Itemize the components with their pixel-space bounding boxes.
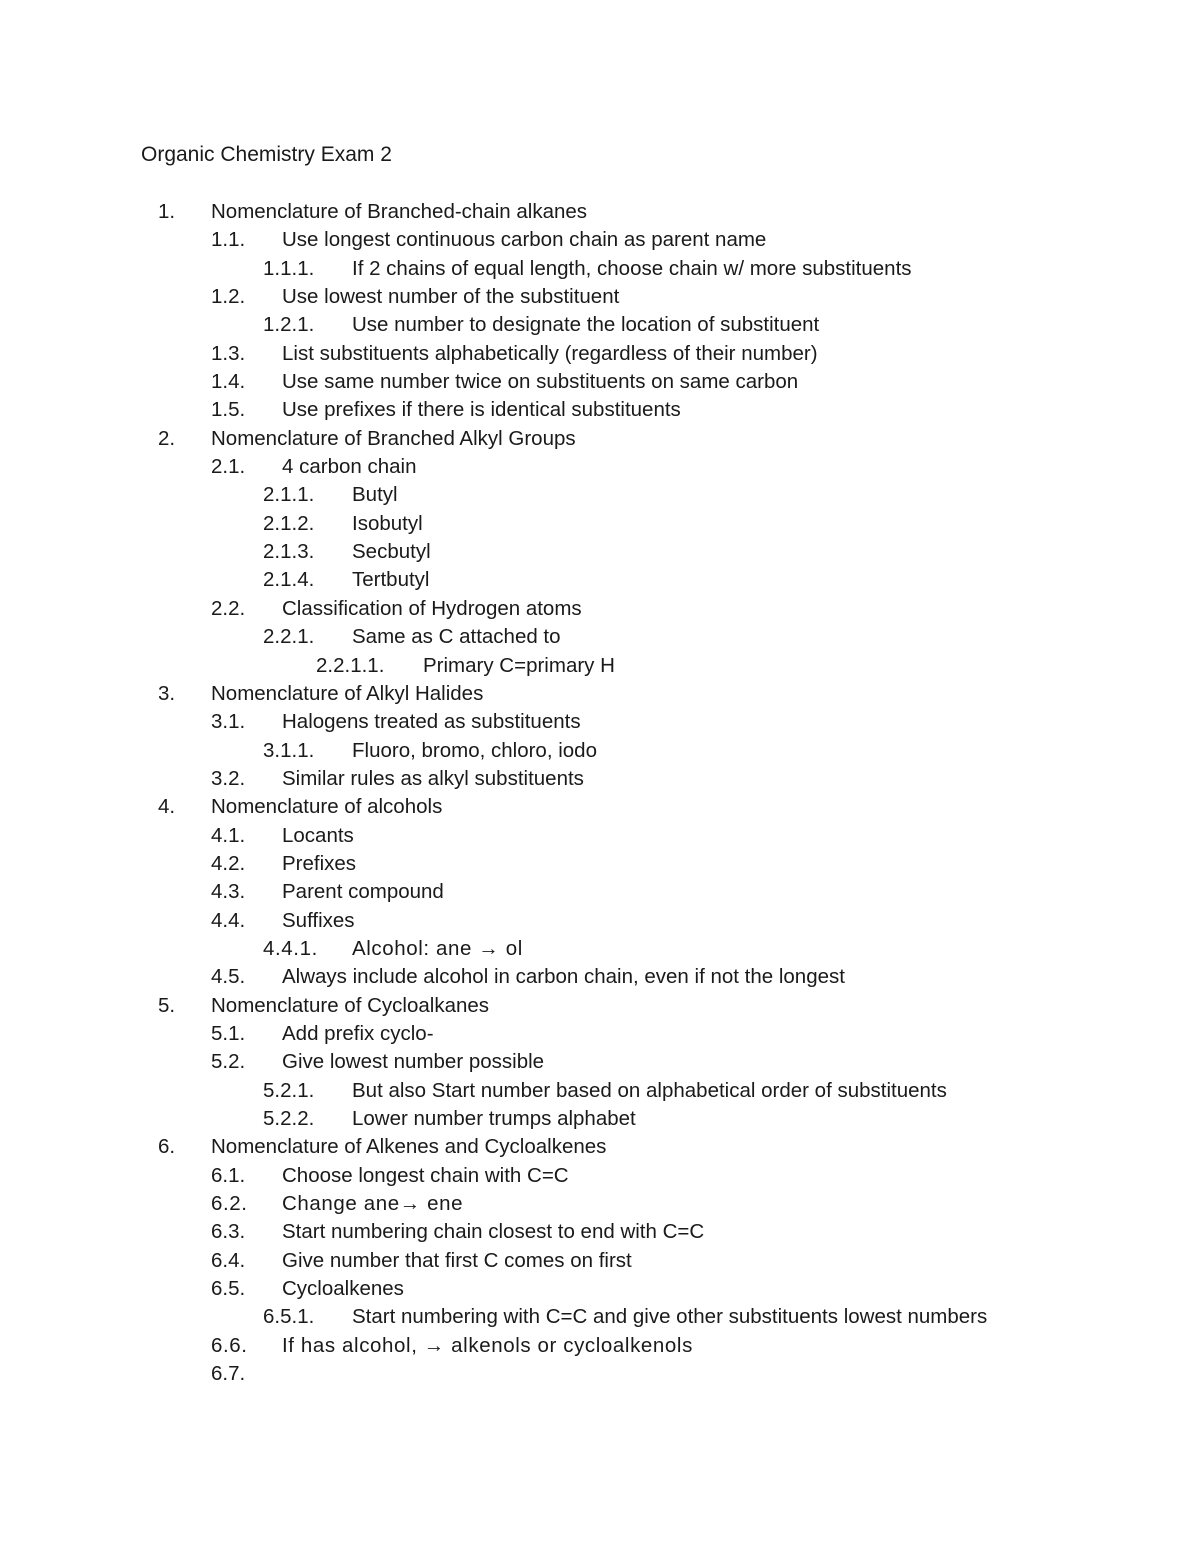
outline-item-level-3: [0, 510, 1200, 538]
outline-item-number: 3.: [158, 681, 176, 705]
outline-item-text: Nomenclature of Alkenes and Cycloalkenes: [211, 1135, 607, 1159]
outline-item-number: 2.1.3.: [263, 540, 315, 564]
outline-item-number: 4.1.: [211, 823, 246, 847]
outline-item-number: 4.: [158, 795, 176, 819]
outline-item-level-2: [0, 963, 1200, 991]
outline-item-text: Change ane→ ene: [282, 1192, 464, 1216]
outline-list: [0, 198, 1200, 1388]
outline-item-text: Lower number trumps alphabet: [352, 1107, 636, 1130]
outline-item-number: 4.5.: [211, 965, 246, 989]
outline-item-text: Isobutyl: [352, 511, 423, 535]
outline-item-level-4: [0, 652, 1200, 680]
outline-item-text: Nomenclature of Alkyl Halides: [211, 681, 484, 705]
outline-item-number: 3.1.: [211, 710, 246, 734]
outline-item-level-2: [0, 765, 1200, 793]
outline-item-level-2: [0, 226, 1200, 254]
outline-item-text: Secbutyl: [352, 540, 431, 564]
outline-item-level-3: [0, 737, 1200, 765]
outline-item-level-2: [0, 1247, 1200, 1275]
outline-item-level-2: [0, 822, 1200, 850]
outline-item-level-2: [0, 1360, 1200, 1388]
outline-item-number: 1.5.: [211, 398, 246, 422]
outline-item-text: Cycloalkenes: [282, 1277, 404, 1301]
outline-item-level-2: [0, 283, 1200, 311]
outline-item-level-2: [0, 453, 1200, 481]
outline-item-text: Use lowest number of the substituent: [282, 285, 620, 309]
outline-item-number: 5.2.: [211, 1050, 246, 1074]
outline-item-number: 5.: [158, 993, 176, 1017]
outline-item-level-2: [0, 1048, 1200, 1076]
outline-item-level-3: [0, 255, 1200, 283]
outline-item-level-2: [0, 368, 1200, 396]
outline-item-text: Butyl: [352, 483, 398, 507]
outline-item-level-1: [0, 1133, 1200, 1161]
outline-item-number: 3.1.1.: [263, 738, 315, 762]
outline-item-number: 2.2.1.: [263, 625, 315, 649]
outline-item-text: Start numbering chain closest to end with C=C: [282, 1220, 705, 1244]
outline-item-number: 2.: [158, 426, 176, 450]
outline-item-level-2: [0, 1190, 1200, 1218]
outline-item-level-3: [0, 311, 1200, 339]
outline-item-level-2: [0, 850, 1200, 878]
outline-item-level-3: [0, 1303, 1200, 1331]
outline-item-level-1: [0, 793, 1200, 821]
outline-item-number: 2.1.4.: [263, 568, 315, 592]
outline-item-number: 6.7.: [211, 1362, 246, 1386]
outline-item-level-2: [0, 595, 1200, 623]
outline-item-text: Prefixes: [282, 851, 357, 875]
outline-item-number: 6.5.1.: [263, 1305, 315, 1329]
outline-item-text: Give lowest number possible: [282, 1050, 545, 1074]
outline-item-text: Tertbutyl: [352, 568, 430, 592]
outline-item-number: 6.: [158, 1135, 176, 1159]
outline-item-number: 6.3.: [211, 1220, 246, 1244]
outline-item-text: Suffixes: [282, 908, 355, 932]
outline-item-level-3: [0, 1077, 1200, 1105]
outline-item-text: Always include alcohol in carbon chain, even if not the longest: [282, 965, 845, 989]
outline-item-level-3: [0, 623, 1200, 651]
outline-item-text: Start numbering with C=C and give other substituents lowest numbers: [352, 1305, 988, 1329]
outline-item-level-1: [0, 198, 1200, 226]
outline-item-number: 4.2.: [211, 851, 246, 875]
outline-item-number: 2.1.1.: [263, 483, 315, 507]
outline-item-level-1: [0, 992, 1200, 1020]
outline-item-level-2: [0, 340, 1200, 368]
outline-item-number: 1.2.: [211, 285, 246, 309]
outline-item-level-2: [0, 1275, 1200, 1303]
outline-item-level-3: [0, 935, 1200, 963]
outline-item-level-1: [0, 425, 1200, 453]
outline-item-text: Fluoro, bromo, chloro, iodo: [352, 738, 597, 762]
outline-item-number: 4.4.: [211, 908, 246, 932]
outline-item-number: 1.1.: [211, 228, 246, 252]
outline-item-number: 4.4.1.: [263, 936, 318, 960]
outline-item-text: Nomenclature of Branched-chain alkanes: [211, 200, 588, 223]
outline-item-level-2: [0, 396, 1200, 424]
outline-item-text: Nomenclature of Branched Alkyl Groups: [211, 426, 576, 450]
outline-item-number: 4.3.: [211, 880, 246, 904]
outline-item-text: Similar rules as alkyl substituents: [282, 766, 584, 790]
outline-item-level-2: [0, 878, 1200, 906]
outline-item-text: 4 carbon chain: [282, 455, 417, 479]
outline-item-text: Classification of Hydrogen atoms: [282, 596, 582, 620]
outline-item-text: Primary C=primary H: [423, 653, 615, 677]
outline-item-text: Use longest continuous carbon chain as parent name: [282, 228, 767, 252]
outline-item-number: 2.2.: [211, 596, 246, 620]
outline-item-number: 1.4.: [211, 370, 246, 394]
outline-item-text: Give number that first C comes on first: [282, 1248, 632, 1272]
outline-item-text: But also Start number based on alphabetical order of substituents: [352, 1078, 947, 1102]
outline-item-text: Choose longest chain with C=C: [282, 1163, 569, 1187]
outline-item-level-2: [0, 708, 1200, 736]
outline-item-level-2: [0, 1020, 1200, 1048]
outline-item-level-3: [0, 1105, 1200, 1133]
outline-item-number: 5.1.: [211, 1021, 246, 1045]
outline-item-number: 6.4.: [211, 1248, 246, 1272]
outline-item-level-3: [0, 481, 1200, 509]
outline-item-number: 1.3.: [211, 341, 246, 365]
outline-item-level-2: [0, 1332, 1200, 1360]
outline-item-level-2: [0, 1218, 1200, 1246]
outline-item-number: 5.2.2.: [263, 1107, 315, 1130]
outline-item-text: Parent compound: [282, 880, 444, 904]
outline-item-text: Nomenclature of Cycloalkanes: [211, 993, 490, 1017]
page-title: Organic Chemistry Exam 2: [141, 143, 392, 166]
outline-item-number: 6.1.: [211, 1163, 246, 1187]
outline-item-level-2: [0, 1162, 1200, 1190]
outline-item-number: 2.1.2.: [263, 511, 315, 535]
outline-item-text: Halogens treated as substituents: [282, 710, 581, 734]
outline-item-number: 2.1.: [211, 455, 246, 479]
outline-item-number: 2.2.1.1.: [316, 653, 385, 677]
outline-item-text: If has alcohol, → alkenols or cycloalkenols: [282, 1333, 693, 1357]
outline-item-text: Add prefix cyclo-: [282, 1021, 434, 1045]
outline-item-number: 3.2.: [211, 766, 246, 790]
outline-item-text: Same as C attached to: [352, 625, 561, 649]
outline-item-text: Nomenclature of alcohols: [211, 795, 443, 819]
outline-item-level-3: [0, 566, 1200, 594]
outline-item-number: 6.2.: [211, 1192, 248, 1216]
outline-item-text: Use number to designate the location of substituent: [352, 313, 820, 337]
outline-item-text: Use prefixes if there is identical substituents: [282, 398, 681, 422]
outline-item-number: 1.: [158, 200, 176, 223]
outline-item-number: 1.2.1.: [263, 313, 315, 337]
outline-item-level-2: [0, 907, 1200, 935]
outline-item-number: 6.5.: [211, 1277, 246, 1301]
outline-item-text: Alcohol: ane → ol: [352, 936, 523, 960]
outline-item-text: List substituents alphabetically (regardless of their number): [282, 341, 818, 365]
outline-item-number: 1.1.1.: [263, 256, 315, 280]
outline-item-text: Locants: [282, 823, 354, 847]
outline-item-level-1: [0, 680, 1200, 708]
outline-item-text: Use same number twice on substituents on same carbon: [282, 370, 799, 394]
outline-item-number: 6.6.: [211, 1333, 248, 1357]
outline-item-level-3: [0, 538, 1200, 566]
outline-item-number: 5.2.1.: [263, 1078, 315, 1102]
outline-item-text: If 2 chains of equal length, choose chain w/ more substituents: [352, 256, 912, 280]
